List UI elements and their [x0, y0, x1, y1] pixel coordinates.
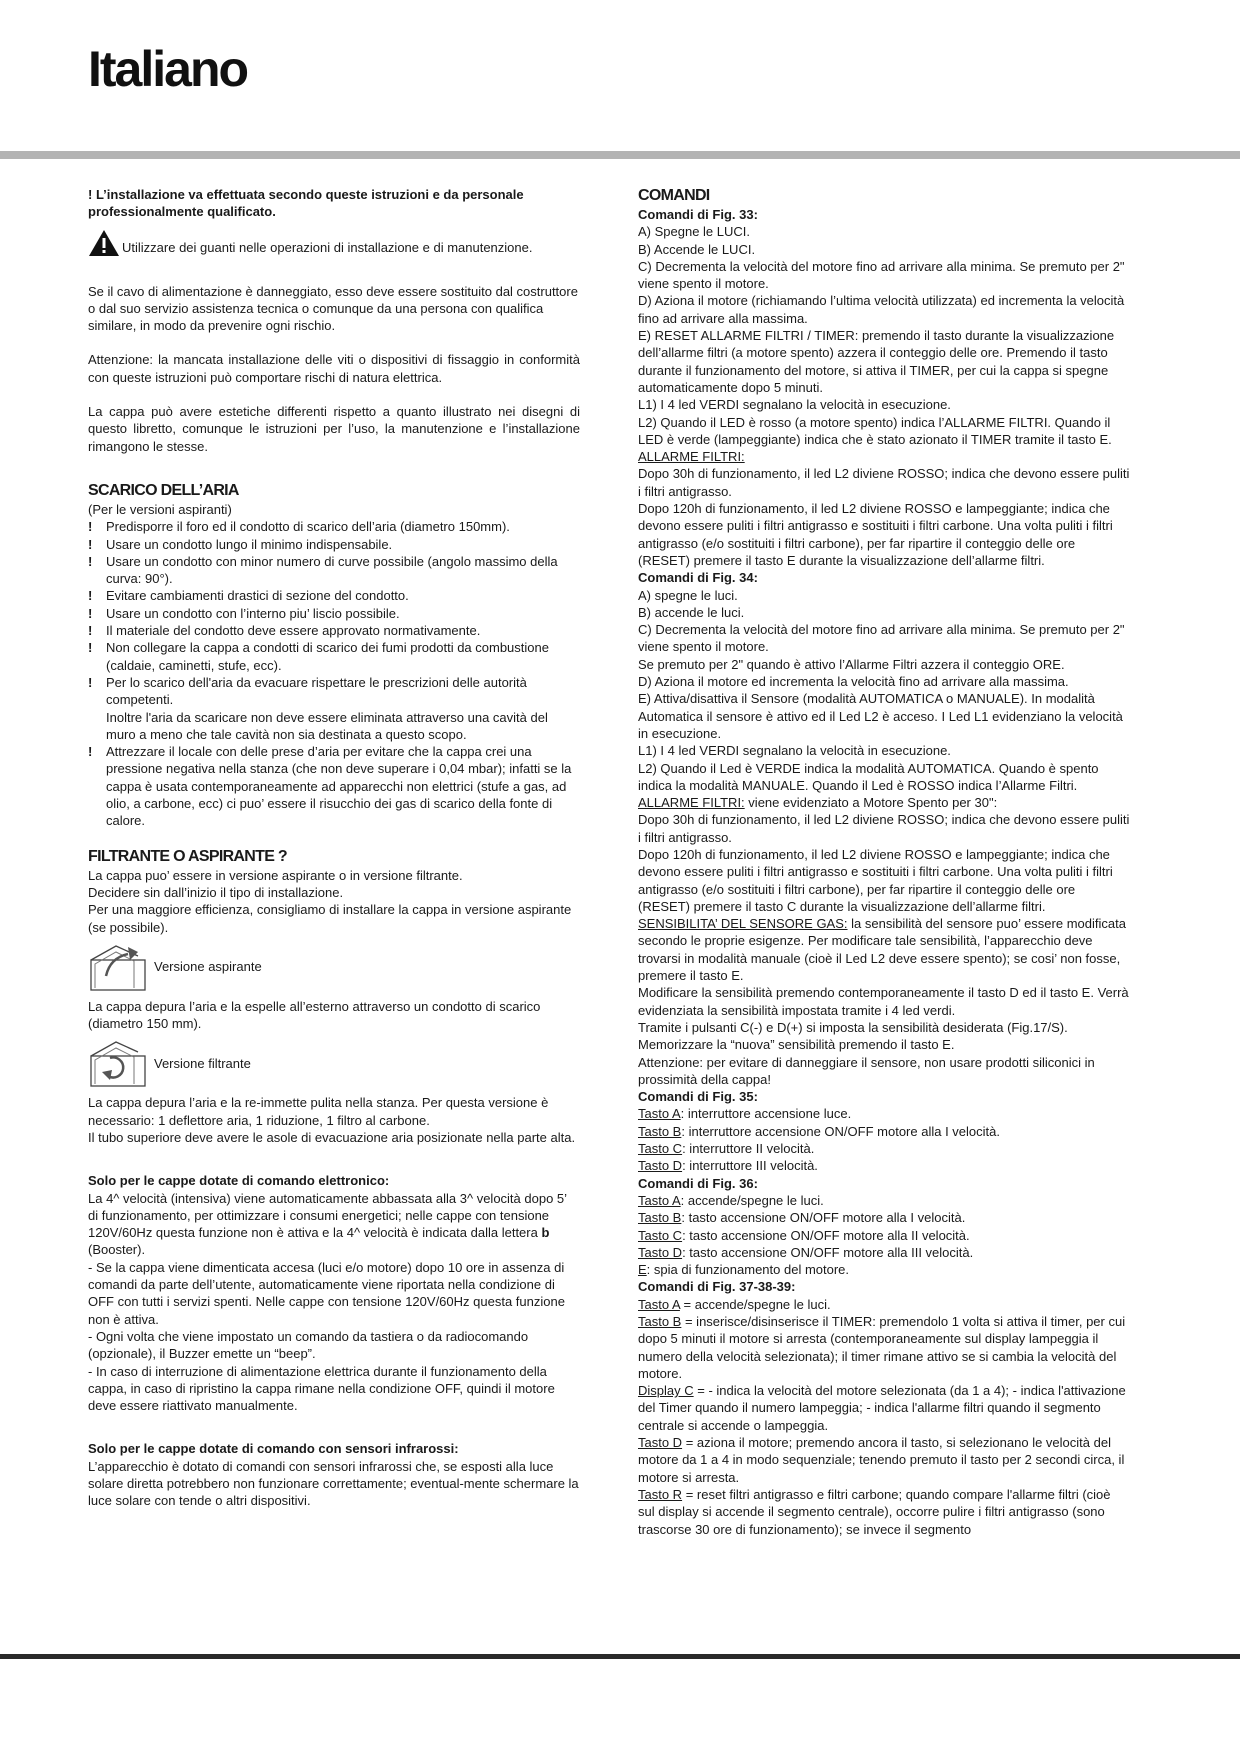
infrarossi-p1: L’apparecchio è dotato di comandi con sensori infrarossi che, se esposti alla luce solare diretta potrebbero non funzionare correttamente; eventual-mente schermare la luce solare con tende o altri dispositivi.	[88, 1458, 579, 1509]
fig36-label: Comandi di Fig. 36:	[638, 1175, 758, 1191]
fig36-item: Tasto A: accende/spegne le luci.	[638, 1192, 824, 1208]
fig34-line: C) Decrementa la velocità del motore fino ad arrivare alla minima. Se premuto per 2" viene spento il motore.	[638, 622, 1125, 655]
aspirante-house-icon	[88, 942, 148, 992]
gloves-text: Utilizzare dei guanti nelle operazioni di installazione e di manutenzione.	[122, 240, 533, 256]
fig33-line: D) Aziona il motore (richiamando l’ultima velocità utilizzata) ed incrementa la velocità fino ad arrivare alla massima.	[638, 293, 1125, 326]
filtrante-house-icon	[88, 1038, 148, 1088]
fig37-item: Tasto A = accende/spegne le luci.	[638, 1296, 831, 1312]
fig33-allarme-label: ALLARME FILTRI:	[638, 449, 745, 465]
right-column	[638, 186, 1130, 1538]
fig34-line: L1) I 4 led VERDI segnalano la velocità in esecuzione.	[638, 743, 951, 759]
fig33-line: E) RESET ALLARME FILTRI / TIMER: premendo il tasto durante la visualizzazione dell’allarme filtri (a motore spento) azzera il conteggio delle ore. Premendo il tasto durante il funzionamento del motore, si attiva il TIMER, per cui la cappa si spegne automaticamente dopo 5 minuti.	[638, 328, 1115, 395]
list-item: ! Predisporre il foro ed il condotto di scarico dell’aria (diametro 150mm).	[88, 518, 580, 535]
header-rule	[0, 151, 1240, 159]
filtrante-heading: FILTRANTE O ASPIRANTE ?	[88, 847, 288, 865]
fig36-item: Tasto B: tasto accensione ON/OFF motore alla I velocità.	[638, 1210, 966, 1226]
fig35-item: Tasto B: interruttore accensione ON/OFF motore alla I velocità.	[638, 1123, 1000, 1139]
fig37-item: Tasto B = inserisce/disinserisce il TIMER: premendolo 1 volta si attiva il timer, per cui dopo 5 minuti il motore si arresta (contemporaneamente sul display lampeggia il numero della velocità selezionata); il timer rimane attivo se si cambia la velocità del motore.	[638, 1314, 1126, 1381]
fig34-sens-line: Attenzione: per evitare di danneggiare il sensore, non usare prodotti siliconici in prossimità della cappa!	[638, 1054, 1095, 1087]
fig34-sens-line: Tramite i pulsanti C(-) e D(+) si imposta la sensibilità desiderata (Fig.17/S).	[638, 1019, 1068, 1035]
scarico-list	[88, 518, 580, 829]
fig34-line: A) spegne le luci.	[638, 587, 738, 603]
version-aspirante	[88, 942, 580, 992]
infrarossi-heading: Solo per le cappe dotate di comando con sensori infrarossi:	[88, 1441, 459, 1457]
list-item: ! Usare un condotto con minor numero di curve possibile (angolo massimo della curva: 90°).	[88, 553, 580, 588]
fig34-sensibilita: SENSIBILITA’ DEL SENSORE GAS: la sensibilità del sensore puo’ essere modificata secondo le proprie esigenze. Per modificare tale sensibilità, l’apparecchio deve trovarsi in modalità manuale (cioè il Led L2 deve essere spento); se cosi’ non fosse, premere il tasto E.	[638, 916, 1126, 984]
fig33-line: L2) Quando il LED è rosso (a motore spento) indica l’ALLARME FILTRI. Quando il LED è verde (lampeggiante) indica che è stato azionato il TIMER tramite il tasto E.	[638, 414, 1112, 447]
filtrante-p2: Decidere sin dall’inizio il tipo di installazione.	[88, 884, 344, 900]
fig34-sens-line: Modificare la sensibilità premendo contemporaneamente il tasto D ed il tasto E. Verrà evidenziata la sensibilità impostata tramite i 4 led verdi.	[638, 985, 1129, 1018]
fig37-item: Tasto R = reset filtri antigrasso e filtri carbone; quando compare l'allarme filtri (cioè sul display si accende il segmento centrale), occorre pulire i filtri antigrasso (sono trascorse 30 ore di funzionamento); se invece il segmento	[638, 1486, 1111, 1537]
list-item: ! Usare un condotto con l’interno piu’ liscio possibile.	[88, 605, 580, 622]
version-filtrante	[88, 1038, 580, 1088]
aspirante-label: Versione aspirante	[154, 959, 262, 975]
fig33-line: B) Accende le LUCI.	[638, 241, 756, 257]
fig35-label: Comandi di Fig. 35:	[638, 1089, 758, 1105]
list-item: ! Per lo scarico dell'aria da evacuare rispettare le prescrizioni delle autorità competenti. Inoltre l'aria da scaricare non deve essere eliminata attraverso una cavità del muro a meno che tale cavità non sia destinata a questo scopo.	[88, 674, 580, 743]
cable-text: Se il cavo di alimentazione è danneggiato, esso deve essere sostituito dal costruttore o dal suo servizio assistenza tecnica o comunque da una persona con qualifica similare, in modo da prevenire ogni rischio.	[88, 283, 578, 334]
fig35-item: Tasto D: interruttore III velocità.	[638, 1158, 818, 1174]
list-item: ! Attrezzare il locale con delle prese d’aria per evitare che la cappa crei una pressione negativa nella stanza (che non deve superare i 0,04 mbar); infatti se la cappa è usata contemporaneamente ad apparecchi non elettrici (stufe a gas, ad olio, a carbone, ecc) ci puo’ essere il risucchio dei gas di scarico della fonte di calore.	[88, 743, 580, 829]
comandi-heading: COMANDI	[638, 187, 710, 204]
list-item: ! Non collegare la cappa a condotti di scarico dei fumi prodotti da combustione (caldaie, caminetti, stufe, ecc).	[88, 639, 580, 674]
install-warning: ! L’installazione va effettuata secondo queste istruzioni e da personale professionalmente qualificato.	[88, 187, 524, 220]
fig35-item: Tasto C: interruttore II velocità.	[638, 1141, 815, 1157]
fig34-line: Se premuto per 2" quando è attivo l’Allarme Filtri azzera il conteggio ORE.	[638, 656, 1065, 672]
fig33-allarme-line: Dopo 120h di funzionamento, il led L2 diviene ROSSO e lampeggiante; indica che devono essere puliti i filtri antigrasso e sostituiti i filtri carbone. Una volta puliti i filtri antigrasso (e/o sostituiti i filtri carbone), per far ripartire il conteggio delle ore (RESET) premere il tasto E durante la visualizzazione dell’allarme filtri.	[638, 501, 1113, 568]
tubo-text: Il tubo superiore deve avere le asole di evacuazione aria posizionate nella parte alta.	[88, 1129, 576, 1145]
elettronico-p1: La 4^ velocità (intensiva) viene automaticamente abbassata alla 3^ velocità dopo 5’ di funzionamento, per ottimizzare i consumi energetici; nelle cappe con tensione 120V/60Hz questa funzione non è attiva e la 4^ velocità è indicata dalla lettera b (Booster).	[88, 1190, 567, 1258]
gloves-notice	[88, 229, 580, 257]
fig35-item: Tasto A: interruttore accensione luce.	[638, 1106, 852, 1122]
footer-rule	[0, 1654, 1240, 1659]
fig37-label: Comandi di Fig. 37-38-39:	[638, 1279, 796, 1295]
fig36-item: E: spia di funzionamento del motore.	[638, 1262, 850, 1278]
fig34-allarme-line: Dopo 120h di funzionamento, il led L2 diviene ROSSO e lampeggiante; indica che devono essere puliti i filtri antigrasso e sostituiti i filtri carbone. Una volta puliti i filtri antigrasso (e/o sostituiti i filtri carbone), per far ripartire il conteggio delle ore (RESET) premere il tasto C durante la visualizzazione dell’allarme filtri.	[638, 846, 1113, 914]
fig34-line: L2) Quando il Led è VERDE indica la modalità AUTOMATICA. Quando è spento indica la modalità MANUALE. Quando il Led è ROSSO indica l’Allarme Filtri.	[638, 760, 1099, 793]
elettronico-p4: - In caso di interruzione di alimentazione elettrica durante il funzionamento della cappa, in caso di ripristino la cappa rimane nella condizione OFF, quindi il motore deve essere riattivato manualmente.	[88, 1363, 555, 1414]
fig33-line: C) Decrementa la velocità del motore fino ad arrivare alla minima. Se premuto per 2" viene spento il motore.	[638, 258, 1125, 292]
filtrante-p3: Per una maggiore efficienza, consigliamo di installare la cappa in versione aspirante (se possibile).	[88, 902, 572, 935]
scarico-heading: SCARICO DELL’ARIA	[88, 481, 239, 499]
elettronico-p3: - Ogni volta che viene impostato un comando da tastiera o da radiocomando (opzionale), il Buzzer emette un “beep”.	[88, 1328, 529, 1362]
fig34-line: E) Attiva/disattiva il Sensore (modalità AUTOMATICA o MANUALE). In modalità Automatica il sensore è attivo ed il Led L2 è acceso. I Led L1 evidenziano la velocità in esecuzione.	[638, 691, 1123, 741]
fig36-item: Tasto D: tasto accensione ON/OFF motore alla III velocità.	[638, 1244, 974, 1260]
fig34-allarme-line: Dopo 30h di funzionamento, il led L2 diviene ROSSO; indica che devono essere puliti i filtri antigrasso.	[638, 812, 1130, 845]
warning-triangle-icon	[88, 229, 120, 257]
fig37-item: Tasto D = aziona il motore; premendo ancora il tasto, si selezionano le velocità del motore da 1 a 4 in modo sequenziale; tenendo premuto il tasto per 2 secondi circa, il motore si arresta.	[638, 1435, 1125, 1485]
fig37-item: Display C = - indica la velocità del motore selezionata (da 1 a 4); - indica l'attivazione del Timer quando il numero lampeggia; - indica l'allarme filtri quando il segmento centrale si accende o lampeggia.	[638, 1383, 1126, 1433]
page-title: Italiano	[88, 41, 248, 97]
filtrante-label: Versione filtrante	[154, 1055, 251, 1071]
fig34-label: Comandi di Fig. 34:	[638, 570, 758, 586]
fig33-line: A) Spegne le LUCI.	[638, 224, 751, 240]
fig33-allarme-line: Dopo 30h di funzionamento, il led L2 diviene ROSSO; indica che devono essere puliti i filtri antigrasso.	[638, 466, 1130, 499]
elettronico-heading: Solo per le cappe dotate di comando elettronico:	[88, 1173, 390, 1189]
elettronico-p2: - Se la cappa viene dimenticata accesa (luci e/o motore) dopo 10 ore in assenza di comandi da parte dell’utente, automaticamente viene riportata nella condizione di OFF con tutti i servizi spenti. Nelle cappe con tensione 120V/60Hz questa funzione non è attiva.	[88, 1259, 565, 1327]
filtrante-p1: La cappa puo’ essere in versione aspirante o in versione filtrante.	[88, 867, 463, 883]
scarico-subtitle: (Per le versioni aspiranti)	[88, 501, 232, 517]
fig33-label: Comandi di Fig. 33:	[638, 207, 758, 222]
list-item: ! Evitare cambiamenti drastici di sezione del condotto.	[88, 587, 580, 604]
fig34-allarme: ALLARME FILTRI: viene evidenziato a Motore Spento per 30":	[638, 795, 998, 811]
screws-text: Attenzione: la mancata installazione delle viti o dispositivi di fissaggio in conformità con queste istruzioni può comportare rischi di natura elettrica.	[88, 352, 580, 385]
list-item: ! Il materiale del condotto deve essere approvato normativamente.	[88, 622, 580, 639]
aesthetics-text: La cappa può avere estetiche differenti rispetto a quanto illustrato nei disegni di questo libretto, comunque le istruzioni per l’uso, la manutenzione e l’installazione rimangono le stesse.	[88, 404, 580, 454]
list-item: ! Usare un condotto lungo il minimo indispensabile.	[88, 536, 580, 553]
fig34-sens-line: Memorizzare la “nuova” sensibilità premendo il tasto E.	[638, 1037, 955, 1053]
fig34-line: D) Aziona il motore ed incrementa la velocità fino ad arrivare alla massima.	[638, 674, 1069, 690]
fig33-line: L1) I 4 led VERDI segnalano la velocità in esecuzione.	[638, 397, 951, 413]
fig36-item: Tasto C: tasto accensione ON/OFF motore alla II velocità.	[638, 1227, 970, 1243]
fig34-line: B) accende le luci.	[638, 604, 745, 620]
filtrante-desc: La cappa depura l’aria e la re-immette pulita nella stanza. Per questa versione è necessario: 1 deflettore aria, 1 riduzione, 1 filtro al carbone.	[88, 1095, 549, 1128]
aspirante-desc: La cappa depura l’aria e la espelle all’esterno attraverso un condotto di scarico (diametro 150 mm).	[88, 998, 541, 1032]
left-column	[88, 186, 580, 1510]
